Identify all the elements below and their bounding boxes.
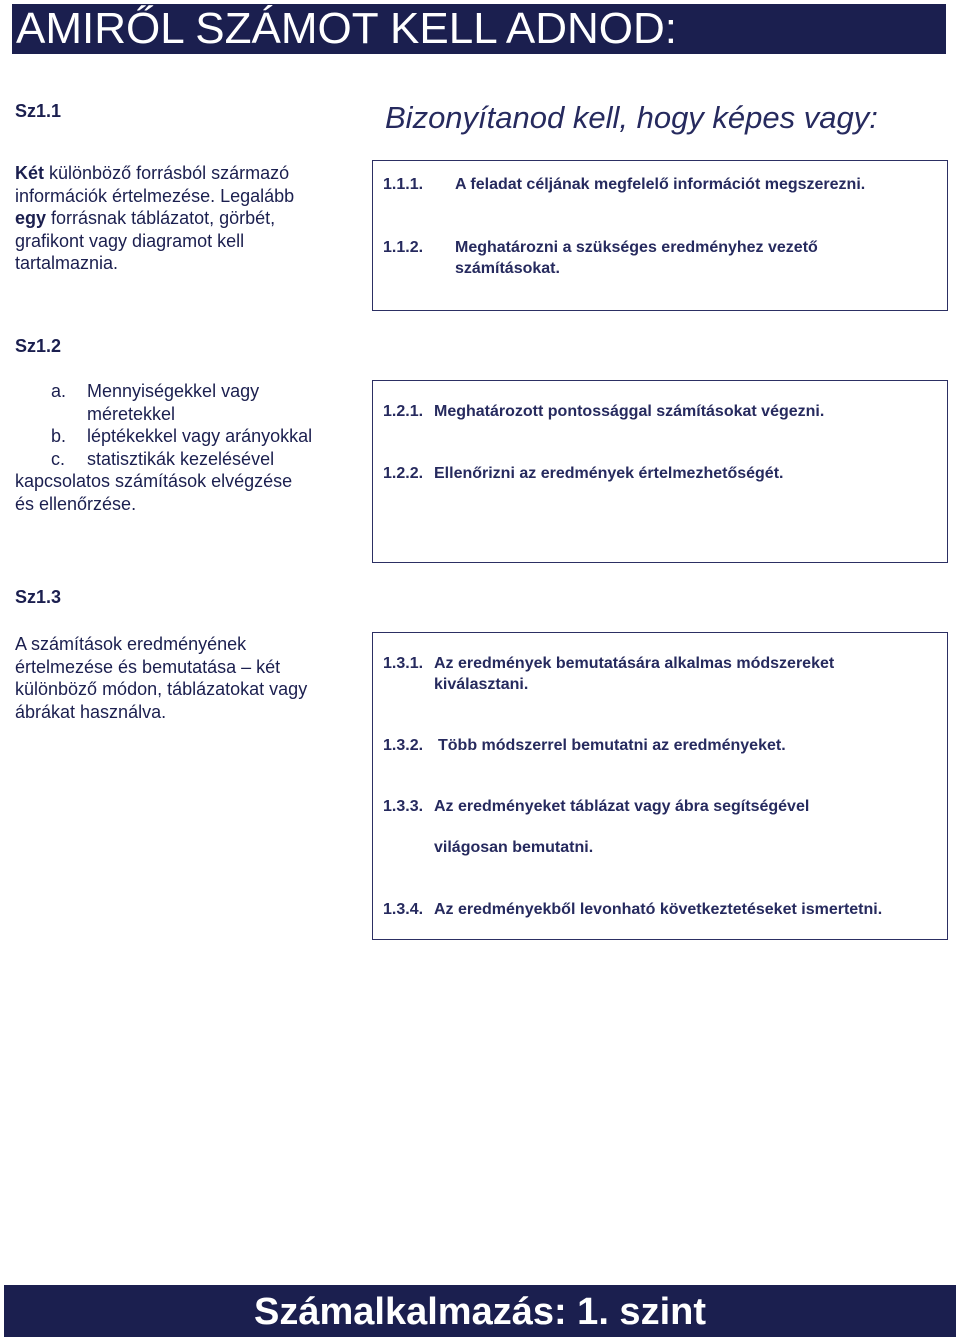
section-description-sz1-2 — [15, 380, 315, 516]
skill-text: Az eredményeket táblázat vagy ábra segítségével — [434, 798, 810, 815]
footer-title: Számalkalmazás: 1. szint — [254, 1291, 706, 1333]
section-description-sz1-3: A számítások eredményének értelmezése és bemutatása – két különböző módon, táblázatokat vagy ábrákat használva. — [15, 634, 308, 722]
skills-box-sz1-2 — [372, 380, 948, 563]
section-label-sz1-2: Sz1.2 — [15, 336, 62, 356]
list-item — [15, 380, 315, 425]
skill-number: 1.3.3. — [383, 798, 424, 815]
list-item — [15, 425, 315, 448]
list-tail-text: kapcsolatos számítások elvégzése és ellenőrzése. — [15, 471, 293, 514]
list-text: Mennyiségekkel vagy méretekkel — [87, 381, 260, 424]
skill-text: Ellenőrizni az eredmények értelmezhetőségét. — [434, 465, 784, 482]
skill-item — [383, 401, 933, 422]
skill-text: Több módszerrel bemutatni az eredményeket. — [438, 737, 786, 754]
skill-item — [383, 653, 903, 695]
list-text: statisztikák kezelésével — [87, 448, 275, 469]
footer-banner — [4, 1285, 956, 1337]
skill-number: 1.3.2. — [383, 737, 424, 754]
page-title: AMIRŐL SZÁMOT KELL ADNOD: — [16, 4, 677, 53]
section-label-sz1-1: Sz1.1 — [15, 101, 62, 121]
skill-item — [383, 735, 933, 756]
skill-number: 1.3.4. — [383, 901, 424, 918]
skill-item — [383, 174, 933, 195]
skill-number: 1.2.2. — [383, 465, 424, 482]
right-heading: Bizonyítanod kell, hogy képes vagy: — [385, 100, 878, 135]
list-marker: a. — [51, 381, 67, 401]
skill-item — [383, 796, 933, 817]
skill-text: Meghatározott pontossággal számításokat végezni. — [434, 403, 825, 420]
desc-bold-1: Két — [15, 163, 45, 183]
section-label-sz1-3: Sz1.3 — [15, 587, 62, 607]
skill-number: 1.2.1. — [383, 403, 424, 420]
skill-text: Meghatározni a szükséges eredményhez vezető számításokat. — [455, 239, 818, 277]
desc-bold-2: egy — [15, 208, 47, 229]
skills-box-sz1-3 — [372, 632, 948, 940]
skill-item — [383, 463, 933, 484]
skill-number — [383, 837, 434, 858]
skills-box-sz1-1 — [372, 160, 948, 311]
list-text: léptékekkel vagy arányokkal — [87, 426, 313, 447]
section-description-sz1-1 — [15, 162, 315, 275]
page-title-banner — [12, 4, 946, 54]
skill-item — [383, 899, 943, 920]
calc-type-list — [15, 380, 315, 470]
skill-text: Az eredmények bemutatására alkalmas módszereket kiválasztani. — [434, 655, 835, 693]
desc-text-2: forrásnak táblázatot, görbét, grafikont vagy diagramot kell tartalmaznia. — [15, 208, 276, 274]
skill-number: 1.1.2. — [383, 239, 424, 256]
list-marker: b. — [51, 426, 67, 447]
list-marker: c. — [51, 448, 66, 469]
skill-text: Az eredményekből levonható következtetéseket ismertetni. — [434, 901, 883, 918]
desc-text-1: különböző forrásból származó információk értelmezése. Legalább — [15, 163, 295, 206]
skill-number: 1.1.1. — [383, 176, 424, 193]
skill-text: világosan bemutatni. — [434, 839, 594, 856]
skill-number: 1.3.1. — [383, 655, 424, 672]
skill-text: A feladat céljának megfelelő információt megszerezni. — [455, 176, 866, 193]
skill-item — [383, 237, 873, 279]
list-item — [15, 448, 315, 471]
skill-item-continuation — [383, 837, 933, 858]
